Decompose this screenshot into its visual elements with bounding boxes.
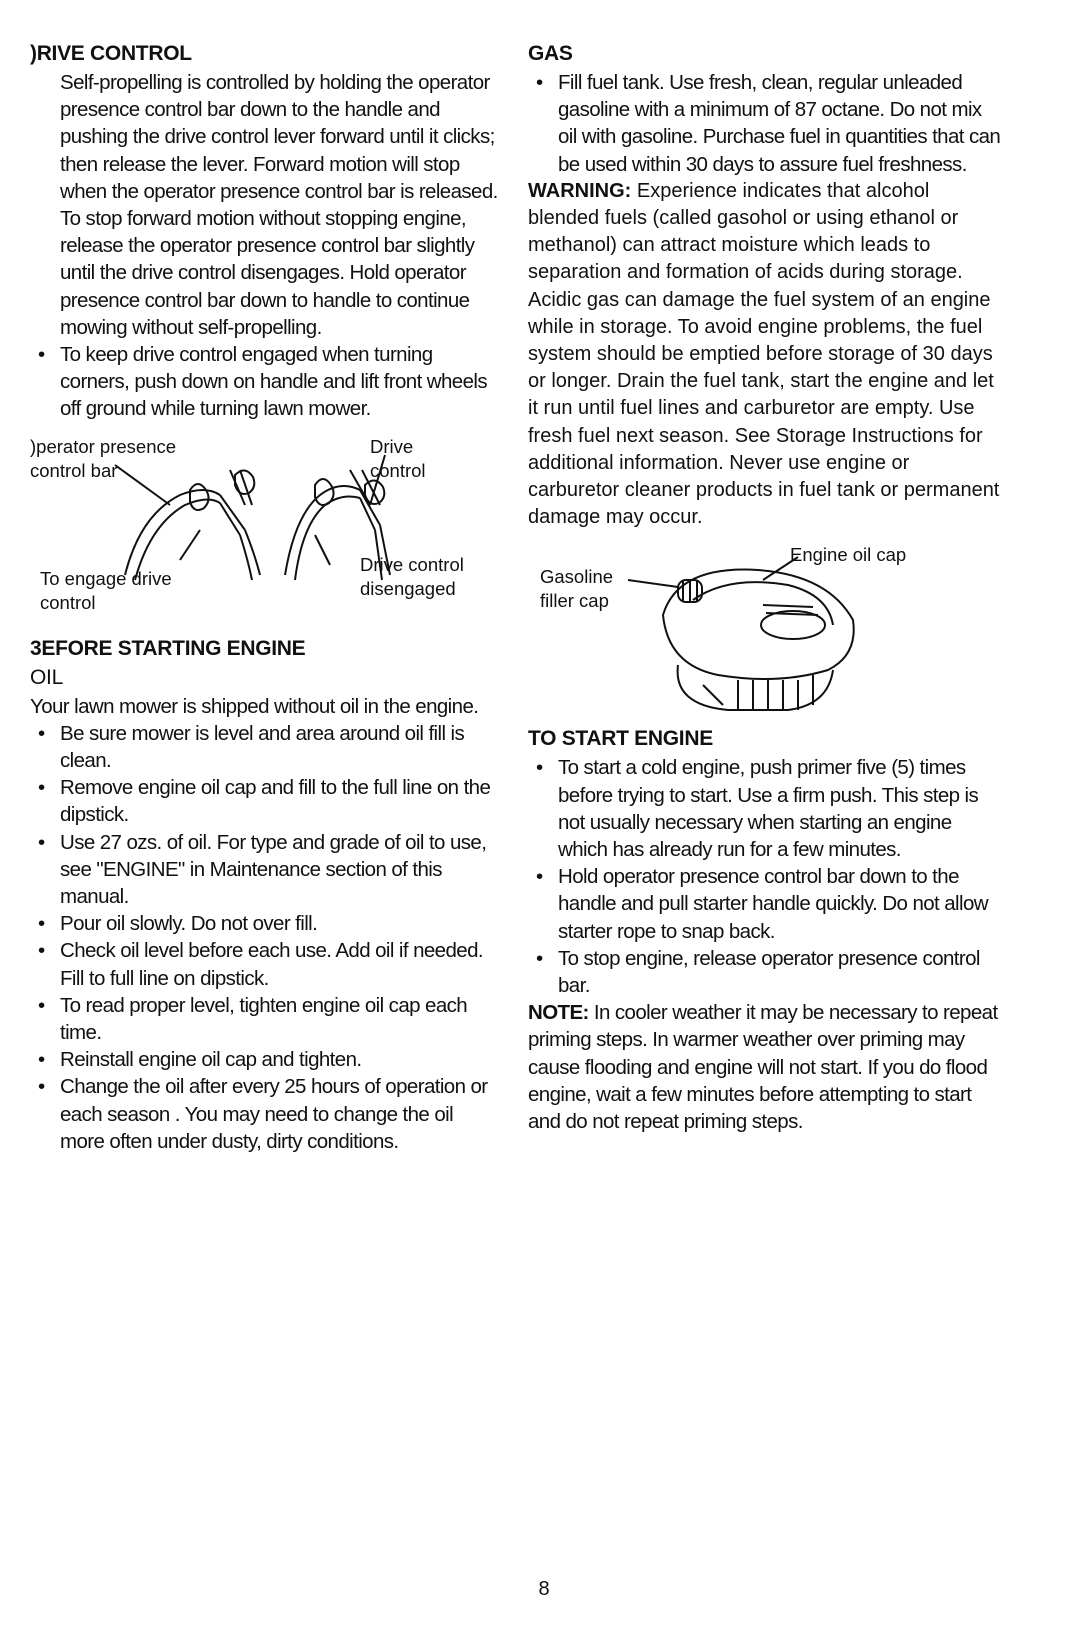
oil-bullet: • Change the oil after every 25 hours of operation or each season . You may need to change the oil more often under dusty, dirty conditions. <box>30 1073 500 1155</box>
oil-intro: Your lawn mower is shipped without oil in the engine. <box>30 694 479 718</box>
oil-bullet: • Check oil level before each use. Add oil if needed. Fill to full line on dipstick. <box>30 937 500 991</box>
note-text: In cooler weather it may be necessary to repeat priming steps. In warmer weather over priming may cause flooding and engine will not start. If you do flood engine, wait a few minutes before attempting to start and do not repeat priming steps. <box>528 1001 998 1134</box>
disengaged-label: Drive control disengaged <box>360 553 464 599</box>
to-start-bullet: • Hold operator presence control bar down to the handle and pull starter handle quickly. Do not allow starter rope to snap back. <box>528 863 1003 945</box>
to-start-bullet: • To stop engine, release operator presence control bar. <box>528 945 1003 999</box>
operator-presence-label: )perator presence control bar <box>30 435 177 481</box>
gas-list <box>528 69 1003 178</box>
right-column <box>528 40 1003 1135</box>
gas-bullet: • Fill fuel tank. Use fresh, clean, regular unleaded gasoline with a minimum of 87 octane. Do not mix oil with gasoline. Purchase fuel in quantities that can be used within 30 days to assure fuel freshness. <box>528 69 1003 178</box>
page-number: 8 <box>538 1578 550 1600</box>
oil-bullet: • Remove engine oil cap and fill to the full line on the dipstick. <box>30 774 500 828</box>
drive-control-label: Drive control <box>370 435 426 481</box>
drive-control-heading: )RIVE CONTROL <box>30 42 192 65</box>
gasoline-filler-cap-label: Gasoline filler cap <box>540 566 614 612</box>
engine-oil-cap-label: Engine oil cap <box>790 544 907 566</box>
drive-control-list <box>30 341 500 423</box>
oil-bullet: • Use 27 ozs. of oil. For type and grade of oil to use, see "ENGINE" in Maintenance section of this manual. <box>30 829 500 911</box>
oil-bullet: • Be sure mower is level and area around oil fill is clean. <box>30 720 500 774</box>
to-engage-label: To engage drive control <box>40 567 172 613</box>
oil-bullet: • To read proper level, tighten engine oil cap each time. <box>30 992 500 1046</box>
warning-paragraph <box>528 178 1003 532</box>
to-start-bullet: • To start a cold engine, push primer five (5) times before trying to start. Use a firm push. This step is not usually necessary when starting an engine which has already run for a few minutes. <box>528 754 1003 863</box>
oil-heading: OIL <box>30 665 63 689</box>
note-paragraph <box>528 999 1003 1135</box>
engine-figure <box>528 545 1003 725</box>
warning-text: Experience indicates that alcohol blended fuels (called gasohol or using ethanol or methanol) can attract moisture which leads to separation and formation of acids during storage. Acidic gas can damage the fuel system of an engine while in storage. To avoid engine problems, the fuel system should be emptied before storage of 30 days or longer. Drain the fuel tank, start the engine and let it run until fuel lines and carburetor are empty. Use fresh fuel next season. See Storage Instructions for additional information. Never use engine or carburetor cleaner products in fuel tank or permanent damage may occur. <box>528 179 1000 529</box>
warning-label: WARNING: <box>528 179 632 202</box>
note-label: NOTE: <box>528 1001 589 1025</box>
before-starting-heading: 3EFORE STARTING ENGINE <box>30 636 306 660</box>
drive-control-bullet: • To keep drive control engaged when turning corners, push down on handle and lift front wheels off ground while turning lawn mower. <box>30 341 500 423</box>
to-start-heading: TO START ENGINE <box>528 727 713 751</box>
oil-bullet: • Reinstall engine oil cap and tighten. <box>30 1046 500 1073</box>
left-column <box>30 40 500 1155</box>
gas-heading: GAS <box>528 42 573 65</box>
handle-figure <box>30 435 500 635</box>
to-start-list <box>528 754 1003 999</box>
oil-list <box>30 720 500 1155</box>
drive-control-paragraph: Self-propelling is controlled by holding the operator presence control bar down to the handle and pushing the drive control lever forward until it clicks; then release the lever. Forward motion will stop when the operator presence control bar is released. To stop forward motion without stopping engine, release the operator presence control bar slightly until the drive control disengages. Hold operator presence control bar down to handle to continue mowing without self-propelling. <box>60 71 498 339</box>
oil-bullet: • Pour oil slowly. Do not over fill. <box>30 910 500 937</box>
